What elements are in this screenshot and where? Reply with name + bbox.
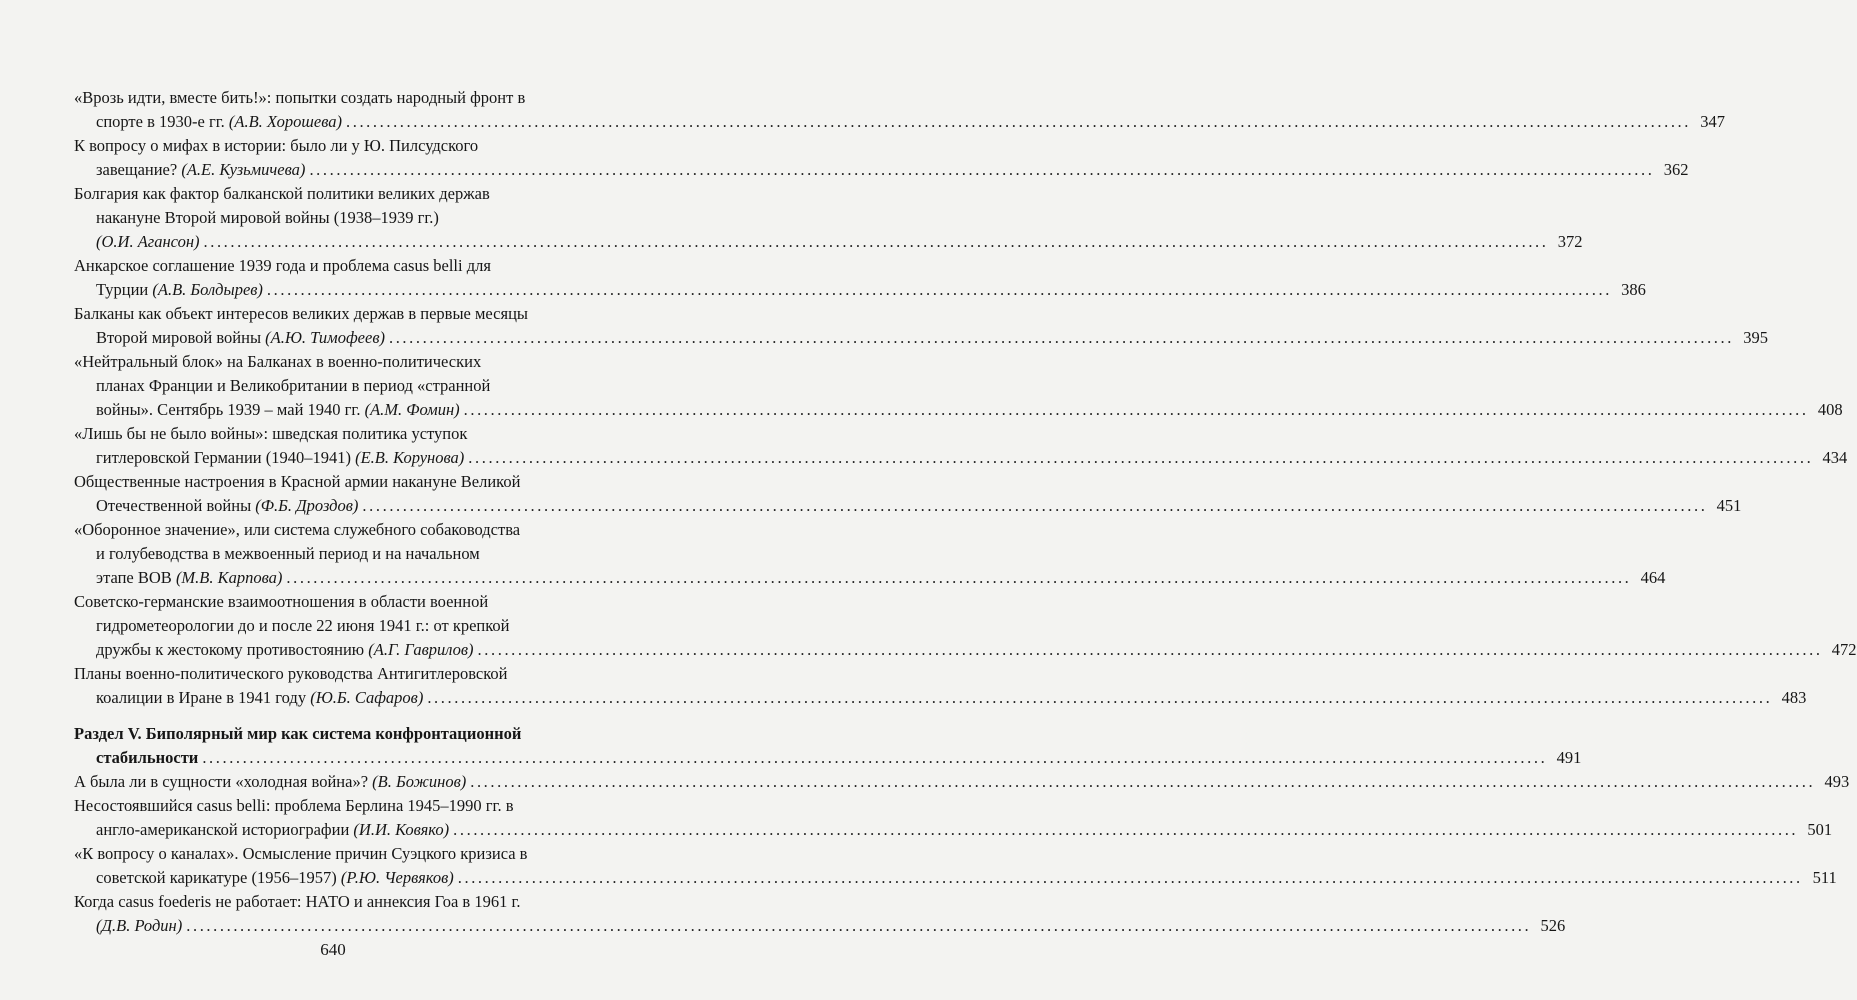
entry-last-line (74, 914, 1566, 938)
entry-title-tail: Отечественной войны (96, 496, 256, 515)
toc-entry[interactable] (74, 350, 1843, 422)
entry-author: (И.И. Ковяко) (353, 820, 450, 839)
page-number: 640 (320, 940, 346, 959)
entry-title-end (96, 566, 282, 590)
entry-title-end (96, 818, 449, 842)
section-heading-line: Раздел V. Биполярный мир как система конфронтационной (74, 724, 522, 743)
entry-title-tail: англо-американской историографии (96, 820, 354, 839)
entry-title-end (96, 326, 385, 350)
dot-leader: ........................................................................................................................................................................................................ (477, 640, 1823, 659)
entry-last-line (74, 566, 1666, 590)
dot-leader: ........................................................................................................................................................................................................ (203, 232, 1549, 251)
toc-entry[interactable] (74, 794, 1833, 842)
entry-page-number: 483 (1781, 688, 1807, 707)
entry-last-line (74, 398, 1843, 422)
entry-author: (В. Божинов) (372, 772, 467, 791)
entry-title-end (96, 866, 454, 890)
section-heading-tail: стабильности (96, 748, 199, 767)
dot-leader: ........................................................................................................................................................................................................ (453, 820, 1799, 839)
entry-title-tail: спорте в 1930-е гг. (96, 112, 229, 131)
entry-title-tail: Второй мировой войны (96, 328, 266, 347)
entry-page-number: 501 (1807, 820, 1833, 839)
entry-author: (А.Ю. Тимофеев) (265, 328, 385, 347)
dot-leader: ........................................................................................................................................................................................................ (286, 568, 1632, 587)
entry-title-line: «Оборонное значение», или система служебного собаководства (74, 520, 521, 539)
entry-title-tail: войны». Сентябрь 1939 – май 1940 гг. (96, 400, 365, 419)
dot-leader: ........................................................................................................................................................................................................ (309, 160, 1655, 179)
entry-author: (Е.В. Корунова) (355, 448, 465, 467)
dot-leader: ........................................................................................................................................................................................................ (388, 328, 1734, 347)
entry-author: (А.В. Болдырев) (152, 280, 263, 299)
entry-title-line: Несостоявшийся casus belli: проблема Берлина 1945–1990 гг. в (74, 796, 514, 815)
table-of-contents (74, 86, 1857, 938)
entry-title-line: и голубеводства в межвоенный период и на начальном (96, 544, 480, 563)
entry-title-end (96, 446, 464, 470)
entry-title-end (96, 686, 423, 710)
section-heading-last-line (74, 746, 1582, 770)
entry-title-line: К вопросу о мифах в истории: было ли у Ю. Пилсудского (74, 136, 479, 155)
section-page-number: 491 (1556, 748, 1582, 767)
entry-last-line (74, 110, 1725, 134)
dot-leader: ........................................................................................................................................................................................................ (427, 688, 1773, 707)
toc-entry[interactable] (74, 590, 1857, 662)
entry-page-number: 493 (1824, 772, 1850, 791)
entry-page-number: 451 (1716, 496, 1742, 515)
entry-author: (А.В. Хорошева) (228, 112, 342, 131)
entry-author: (А.Г. Гаврилов) (368, 640, 474, 659)
entry-author: (Ф.Б. Дроздов) (255, 496, 359, 515)
entry-author: (А.М. Фомин) (364, 400, 460, 419)
dot-leader: ........................................................................................................................................................................................................ (470, 772, 1816, 791)
entry-title-end (96, 914, 182, 938)
entry-title-end (96, 638, 474, 662)
entry-title-tail: советской карикатуре (1956–1957) (96, 868, 341, 887)
entry-page-number: 434 (1822, 448, 1848, 467)
entry-title-tail: коалиции в Иране в 1941 году (96, 688, 311, 707)
entry-last-line (74, 446, 1848, 470)
entry-title-tail: этапе ВОВ (96, 568, 176, 587)
entry-title-line: Советско-германские взаимоотношения в области военной (74, 592, 489, 611)
entry-title-end (96, 398, 460, 422)
entry-last-line (74, 158, 1689, 182)
toc-entry[interactable] (74, 422, 1848, 470)
entry-title-line: Балканы как объект интересов великих держав в первые месяцы (74, 304, 528, 323)
toc-entry[interactable] (74, 134, 1689, 182)
entry-title-tail: завещание? (96, 160, 182, 179)
toc-entry[interactable] (74, 518, 1666, 590)
toc-entry[interactable] (74, 842, 1837, 890)
entry-title-line: Когда casus foederis не работает: НАТО и аннексия Гоа в 1961 г. (74, 892, 521, 911)
entry-title-line: Болгария как фактор балканской политики великих держав (74, 184, 490, 203)
toc-entry[interactable] (74, 470, 1742, 518)
entry-last-line (74, 230, 1583, 254)
entry-page-number: 526 (1540, 916, 1566, 935)
dot-leader: ........................................................................................................................................................................................................ (266, 280, 1612, 299)
entry-title-line: «К вопросу о каналах». Осмысление причин Суэцкого кризиса в (74, 844, 528, 863)
entry-title-end (96, 230, 200, 254)
entry-title-line: накануне Второй мировой войны (1938–1939 гг.) (96, 208, 439, 227)
entry-title-end (96, 494, 358, 518)
entry-last-line (74, 866, 1837, 890)
entry-title-tail: дружбы к жестокому противостоянию (96, 640, 369, 659)
entry-last-line (74, 770, 1850, 794)
entry-page-number: 464 (1640, 568, 1666, 587)
entry-title-tail: Турции (96, 280, 153, 299)
entry-last-line (74, 686, 1807, 710)
entry-title-line: планах Франции и Великобритании в период «странной (96, 376, 491, 395)
toc-entry[interactable] (74, 254, 1646, 302)
entry-title-end (74, 770, 466, 794)
dot-leader: ........................................................................................................................................................................................................ (186, 916, 1532, 935)
entry-title-line: Анкарское соглашение 1939 года и проблема casus belli для (74, 256, 491, 275)
entry-title-line: гидрометеорологии до и после 22 июня 1941 г.: от крепкой (96, 616, 510, 635)
entry-author: (Р.Ю. Червяков) (340, 868, 454, 887)
entry-page-number: 386 (1621, 280, 1646, 299)
entry-title-line: Общественные настроения в Красной армии накануне Великой (74, 472, 521, 491)
toc-entry[interactable] (74, 662, 1807, 710)
toc-entry[interactable] (74, 302, 1768, 350)
toc-entry[interactable] (74, 86, 1725, 134)
entry-page-number: 372 (1557, 232, 1583, 251)
entry-page-number: 511 (1812, 868, 1837, 887)
dot-leader: ........................................................................................................................................................................................................ (362, 496, 1708, 515)
dot-leader: ........................................................................................................................................................................................................ (346, 112, 1691, 131)
entry-author: (Ю.Б. Сафаров) (310, 688, 424, 707)
entry-title-end (96, 158, 305, 182)
entry-page-number: 395 (1743, 328, 1768, 347)
entry-title-tail: А была ли в сущности «холодная война»? (74, 772, 373, 791)
entry-title-line: «Лишь бы не было войны»: шведская политика уступок (74, 424, 468, 443)
entry-title-tail: гитлеровской Германии (1940–1941) (96, 448, 356, 467)
entry-author: (М.В. Карпова) (175, 568, 283, 587)
entry-title-end (96, 278, 263, 302)
entry-title-line: «Нейтральный блок» на Балканах в военно-политических (74, 352, 482, 371)
toc-entry[interactable] (74, 182, 1583, 254)
dot-leader: ........................................................................................................................................................................................................ (463, 400, 1809, 419)
entry-last-line (74, 494, 1742, 518)
entry-last-line (74, 278, 1646, 302)
entry-page-number: 362 (1663, 160, 1689, 179)
entry-page-number: 408 (1817, 400, 1843, 419)
entry-title-line: Планы военно-политического руководства Антигитлеровской (74, 664, 508, 683)
entry-title-end (96, 110, 342, 134)
entry-author: (О.И. Агансон) (96, 232, 200, 251)
entry-last-line (74, 818, 1833, 842)
dot-leader: ........................................................................................................................................................................................................ (468, 448, 1814, 467)
entry-title-line: «Врозь идти, вместе бить!»: попытки создать народный фронт в (74, 88, 526, 107)
section-heading[interactable] (74, 722, 1582, 770)
entry-last-line (74, 326, 1768, 350)
entry-page-number: 472 (1831, 640, 1857, 659)
entry-author: (Д.В. Родин) (96, 916, 183, 935)
toc-entry[interactable] (74, 890, 1566, 938)
dot-leader: ........................................................................................................................................................................................................ (457, 868, 1803, 887)
toc-entry[interactable] (74, 770, 1850, 794)
dot-leader: ........................................................................................................................................................................................................ (202, 748, 1548, 767)
entry-last-line (74, 638, 1857, 662)
entry-page-number: 347 (1700, 112, 1725, 131)
entry-author: (А.Е. Кузьмичева) (181, 160, 306, 179)
